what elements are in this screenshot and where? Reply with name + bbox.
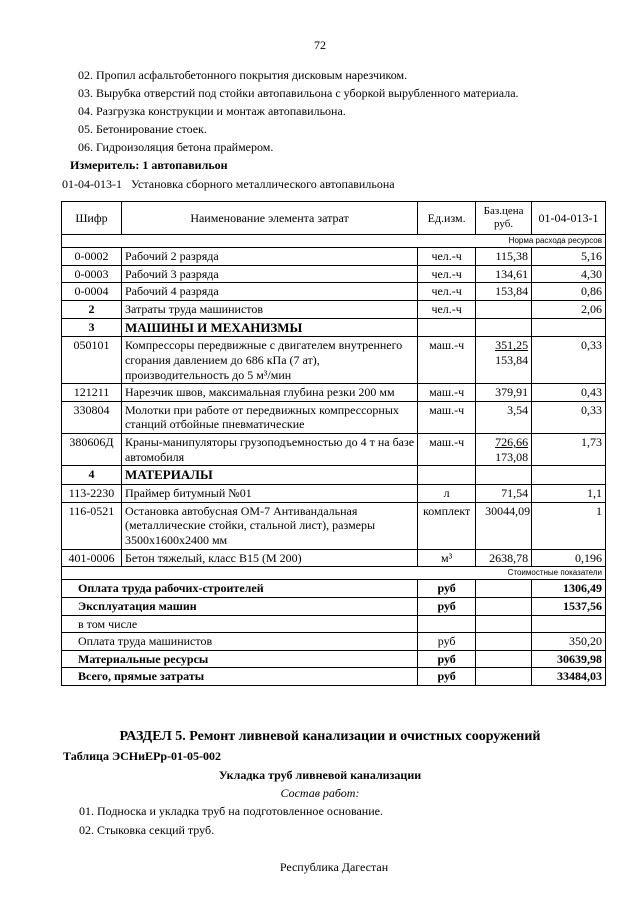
total-value: 33484,03	[532, 668, 606, 686]
cell-norm: 0,196	[532, 549, 606, 567]
cell-price: 115,38	[476, 248, 532, 266]
cell-code: 0-0003	[62, 265, 122, 283]
total-unit: руб	[418, 650, 476, 668]
cell-norm: 0,43	[532, 384, 606, 402]
section-row-materials	[62, 466, 606, 485]
section-row-machines	[62, 318, 606, 337]
cell-price: 71,54	[476, 485, 532, 503]
cell-unit: маш.-ч	[418, 401, 476, 433]
cell-name: Краны-манипуляторы грузоподъемностью до 4 т на базе автомобиля	[121, 434, 417, 466]
total-label: Оплата труда машинистов	[62, 633, 418, 651]
total-unit: руб	[418, 597, 476, 615]
band-cost: Стоимостные показатели	[62, 567, 606, 580]
table-row	[62, 434, 606, 466]
cell-price: 30044,09	[476, 502, 532, 549]
intro-step: 03. Вырубка отверстий под стойки автопавильона с уборкой вырубленного материала.	[78, 86, 519, 100]
price-secondary: 153,84	[495, 352, 529, 367]
footer: Республика Дагестан	[279, 860, 389, 874]
intro-step: 05. Бетонирование стоек.	[78, 122, 207, 136]
cell-name: Компрессоры передвижные с двигателем внутреннего сгорания давлением до 686 кПа (7 ат), производительность до 5 м³/мин	[121, 337, 417, 384]
cell-name: Молотки при работе от передвижных компрессорных станций отбойные пневматические	[121, 401, 417, 433]
band-norm: Норма расхода ресурсов	[62, 235, 606, 248]
cell-norm: 1,1	[532, 485, 606, 503]
meter-label: Измеритель: 1 автопавильон	[70, 158, 228, 172]
table-row	[62, 248, 606, 266]
cell-price: 3,54	[476, 401, 532, 433]
table-row	[62, 300, 606, 318]
cell-norm: 0,86	[532, 283, 606, 301]
cell-code: 0-0004	[62, 283, 122, 301]
total-unit: руб	[418, 668, 476, 686]
total-value: 30639,98	[532, 650, 606, 668]
cell-unit: чел.-ч	[418, 248, 476, 266]
cell-name: Бетон тяжелый, класс В15 (М 200)	[121, 549, 417, 567]
section-code: 4	[62, 466, 122, 485]
table-row	[62, 384, 606, 402]
table-row	[62, 485, 606, 503]
cell-name: Рабочий 2 разряда	[121, 248, 417, 266]
work-composition-label: Состав работ:	[280, 786, 360, 800]
section-name: МАТЕРИАЛЫ	[121, 466, 417, 485]
total-label: Материальные ресурсы	[62, 650, 418, 668]
section-subtitle: Укладка труб ливневой канализации	[218, 768, 422, 782]
total-label: в том числе	[62, 615, 418, 633]
cell-unit: чел.-ч	[418, 265, 476, 283]
price-secondary: 173,08	[495, 449, 529, 464]
total-row	[62, 580, 606, 598]
header-code: Шифр	[62, 202, 122, 235]
section-heading: РАЗДЕЛ 5. Ремонт ливневой канализации и очистных сооружений	[119, 729, 541, 744]
cell-unit: комплект	[418, 502, 476, 549]
cell-name: Праймер битумный №01	[121, 485, 417, 503]
table-row	[62, 549, 606, 567]
total-value: 1537,56	[532, 597, 606, 615]
cell-code: 050101	[62, 337, 122, 384]
total-label: Эксплуатация машин	[62, 597, 418, 615]
cell-norm: 1	[532, 502, 606, 549]
total-row	[62, 615, 606, 633]
cost-table	[61, 201, 606, 686]
cell-price: 153,84	[476, 283, 532, 301]
cell-code: 0-0002	[62, 248, 122, 266]
cell-price: 379,91	[476, 384, 532, 402]
header-unit: Ед.изм.	[418, 202, 476, 235]
cell-unit: чел.-ч	[418, 283, 476, 301]
header-name: Наименование элемента затрат	[121, 202, 417, 235]
cell-name: Затраты труда машинистов	[121, 300, 417, 318]
cell-unit: маш.-ч	[418, 337, 476, 384]
total-row	[62, 650, 606, 668]
total-unit	[418, 615, 476, 633]
cell-norm: 1,73	[532, 434, 606, 466]
total-value: 350,20	[532, 633, 606, 651]
intro-step: 04. Разгрузка конструкции и монтаж автопавильона.	[78, 104, 346, 118]
cell-price	[476, 434, 532, 466]
intro-step: 02. Пропил асфальтобетонного покрытия дисковым нарезчиком.	[78, 68, 408, 82]
header-norm: 01-04-013-1	[532, 202, 606, 235]
total-row	[62, 633, 606, 651]
cell-code: 380606Д	[62, 434, 122, 466]
cell-unit: чел.-ч	[418, 300, 476, 318]
cell-unit: м³	[418, 549, 476, 567]
cell-code: 401-0006	[62, 549, 122, 567]
table-row	[62, 265, 606, 283]
cell-unit: маш.-ч	[418, 434, 476, 466]
table-row	[62, 502, 606, 549]
total-value: 1306,49	[532, 580, 606, 598]
cell-price	[476, 300, 532, 318]
cell-norm: 0,33	[532, 337, 606, 384]
total-label: Оплата труда рабочих-строителей	[62, 580, 418, 598]
price-main: 351,25	[495, 338, 529, 353]
cell-code: 121211	[62, 384, 122, 402]
norm-line: 01-04-013-1 Установка сборного металлического автопавильона	[62, 177, 395, 191]
section-code: 3	[62, 318, 122, 337]
table-header-row	[62, 202, 606, 235]
cell-norm: 0,33	[532, 401, 606, 433]
cell-price: 134,61	[476, 265, 532, 283]
work-step: 02. Стыковка секций труб.	[79, 823, 215, 837]
cell-price	[476, 337, 532, 384]
header-price: Баз.цена руб.	[476, 202, 532, 235]
total-row	[62, 597, 606, 615]
intro-step: 06. Гидроизоляция бетона праймером.	[78, 140, 274, 154]
total-label: Всего, прямые затраты	[62, 668, 418, 686]
cell-name: Рабочий 3 разряда	[121, 265, 417, 283]
section-name: МАШИНЫ И МЕХАНИЗМЫ	[121, 318, 417, 337]
price-main: 726,66	[495, 435, 529, 450]
cell-price: 2638,78	[476, 549, 532, 567]
total-value	[532, 615, 606, 633]
cell-unit: маш.-ч	[418, 384, 476, 402]
cell-name: Остановка автобусная ОМ-7 Антивандальная (металлические стойки, стальной лист), размеры 3500х1600х2400 мм	[121, 502, 417, 549]
page-number: 72	[314, 38, 326, 52]
cell-norm: 5,16	[532, 248, 606, 266]
band-cost-row	[62, 567, 606, 580]
work-step: 01. Подноска и укладка труб на подготовленное основание.	[79, 804, 383, 818]
cell-code: 116-0521	[62, 502, 122, 549]
total-unit: руб	[418, 580, 476, 598]
cell-code: 330804	[62, 401, 122, 433]
total-row	[62, 668, 606, 686]
table-row	[62, 283, 606, 301]
cell-code: 2	[62, 300, 122, 318]
cell-norm: 4,30	[532, 265, 606, 283]
cell-code: 113-2230	[62, 485, 122, 503]
cell-name: Рабочий 4 разряда	[121, 283, 417, 301]
cell-unit: л	[418, 485, 476, 503]
table-row	[62, 401, 606, 433]
total-unit: руб	[418, 633, 476, 651]
band-norm-row	[62, 235, 606, 248]
table-row	[62, 337, 606, 384]
cell-name: Нарезчик швов, максимальная глубина резки 200 мм	[121, 384, 417, 402]
cell-norm: 2,06	[532, 300, 606, 318]
table-reference: Таблица ЭСНиЕРр-01-05-002	[63, 749, 222, 763]
